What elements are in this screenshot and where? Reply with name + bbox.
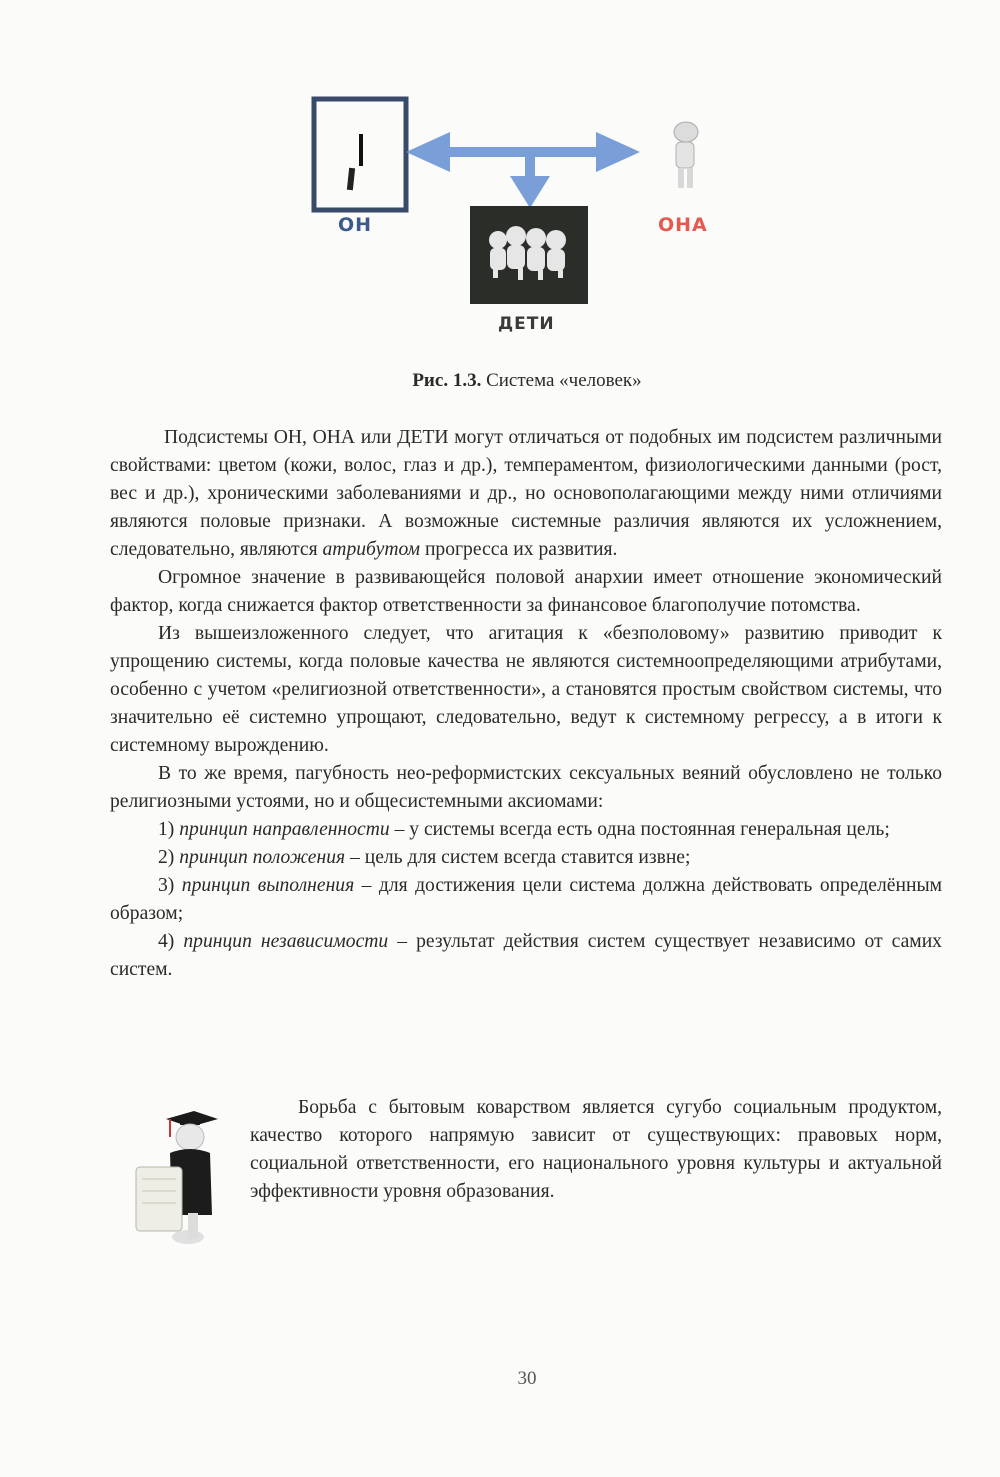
principle-2: [110, 844, 942, 872]
principle-4-number: 4): [158, 931, 175, 952]
principle-1: [110, 816, 942, 844]
principle-1-name: принцип направленности: [179, 819, 390, 840]
paragraph-4: В то же время, пагубность нео-реформистских сексуальных веяний обусловлено не только религиозными устоями, но и общесистемными аксиомами:: [110, 763, 942, 812]
principle-4-text: – результат действия систем существует независимо от самих систем.: [110, 931, 942, 980]
paragraph-2: Огромное значение в развивающейся половой анархии имеет отношение экономический фактор, когда снижается фактор ответственности за финансовое благополучие потомства.: [110, 567, 942, 616]
principle-3-text: – для достижения цели система должна действовать определённым образом;: [110, 875, 943, 924]
body-text: [110, 424, 942, 984]
principle-3-number: 3): [158, 875, 175, 896]
closing-paragraph: Борьба с бытовым коварством является сугубо социальным продуктом, качество которого напрямую зависит от существующих: правовых норм, социальной ответственности, его национального уровня культуры и актуальной эффективности уровня образования.: [250, 1097, 942, 1202]
principle-3-name: принцип выполнения: [181, 875, 355, 896]
label-ona: ОНА: [658, 214, 708, 236]
figure-caption: [0, 370, 1000, 392]
paragraph-1-end: прогресса их развития.: [420, 539, 618, 560]
paragraph-3: Из вышеизложенного следует, что агитация к «безполовому» развитию приводит к упрощению системы, когда половые качества не являются системноопределяющими атрибутами, особенно с учетом «религиозной ответственности», а становятся простым свойством системы, что значительно её системно упрощают, следовательно, ведут к системному регрессу, а в итоги к системному вырождению.: [110, 623, 942, 756]
closing-text: [250, 1094, 942, 1206]
graduate-figure-icon: [130, 1105, 230, 1255]
ona-figure-icon: [674, 122, 698, 188]
principle-1-text: – у системы всегда есть одна постоянная генеральная цель;: [389, 819, 890, 840]
double-arrow-icon: [406, 132, 640, 172]
paragraph-1: [110, 424, 942, 564]
paragraph-1-emphasis: атрибутом: [322, 539, 421, 560]
figure-system-human: [290, 90, 740, 340]
label-on: ОН: [338, 214, 373, 236]
principle-3: [110, 872, 942, 928]
page-number: 30: [517, 1368, 537, 1389]
principle-2-number: 2): [158, 847, 175, 868]
down-arrow-icon: [510, 155, 550, 208]
principle-1-number: 1): [158, 819, 175, 840]
principle-2-text: – цель для систем всегда ставится извне;: [345, 847, 691, 868]
principle-4: [110, 928, 942, 984]
caption-title: Система «человек»: [486, 370, 642, 391]
label-deti: ДЕТИ: [498, 314, 555, 334]
caption-number: Рис. 1.3.: [412, 370, 482, 391]
principle-4-name: принцип независимости: [183, 931, 389, 952]
principle-2-name: принцип положения: [179, 847, 346, 868]
paragraph-1-start: Подсистемы ОН, ОНА или ДЕТИ могут отличаться от подобных им подсистем различными свойствами: цветом (кожи, волос, глаз и др.), темпераментом, физиологическими данными (рост, вес и др.), хроническими заболеваниями и др., но основополагающими между ними отличиями являются половые признаки. А возможные системные различия являются их усложнением, следовательно, являются: [110, 427, 942, 560]
